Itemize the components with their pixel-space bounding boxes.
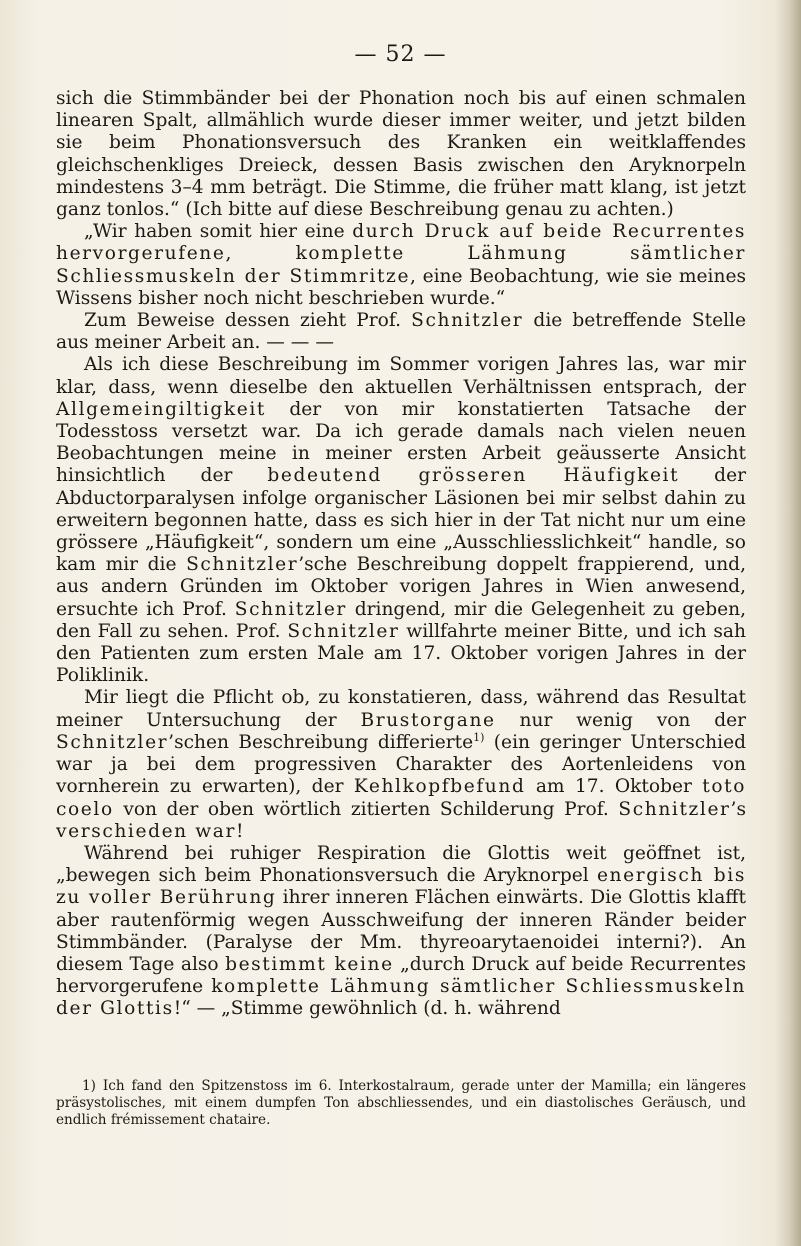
footnote-marker: 1) — [473, 730, 485, 744]
paragraph — [56, 221, 746, 310]
emphasized-text: Kehlkopfbefund — [353, 776, 526, 798]
emphasized-text: Schnitzler — [234, 598, 347, 620]
emphasized-text: Schnitzler — [411, 310, 524, 332]
emphasized-text: toto coelo — [56, 776, 746, 820]
emphasized-text: Schnitzler — [56, 731, 169, 753]
page-number-value: 52 — [385, 42, 416, 67]
emphasized-text: energisch bis zu voller Berührung — [56, 865, 746, 909]
text-segment: „Wir haben somit hier eine — [84, 221, 353, 243]
main-text — [56, 88, 746, 1021]
paragraph — [56, 310, 746, 354]
text-segment: ’s — [730, 798, 746, 820]
text-segment: der Abductorparalysen infolge organischer Läsionen bei mir selbst dahin zu erweitern begonnen hatte, dass es sich hier in der Tat nicht nur um eine grössere „Häufigkeit“, sondern um eine „Ausschliesslichkeit“ handle, so kam mir die — [56, 465, 746, 576]
text-segment: dringend, mir die Gelegenheit zu geben, den Fall zu sehen. Prof. — [56, 598, 746, 642]
text-segment: sich die Stimmbänder bei der Phonation noch bis auf einen schmalen linearen Spalt, allmählich wurde dieser immer weiter, und jetzt bilden sie beim Phonationsversuch des Kranken ein weitklaffendes gleichschenkliges Dreieck, dessen Basis zwischen den Aryknorpeln mindestens 3–4 mm beträgt. Die Stimme, die früher matt klang, ist jetzt ganz tonlos.“ (Ich bitte auf diese Beschreibung genau zu achten.) — [56, 88, 746, 221]
text-segment: Mir liegt die Pflicht ob, zu konstatieren, dass, während das Resultat meiner Untersuchung der — [56, 687, 746, 731]
text-segment: willfahrte meiner Bitte, und ich sah den Patienten zum ersten Male am 17. Oktober vorigen Jahres in der Poliklinik. — [56, 620, 746, 687]
text-segment: nur wenig von der — [495, 709, 746, 731]
text-segment: der von mir konstatierten Tatsache der Todesstoss versetzt war. Da ich gerade damals nach vielen neuen Beobachtungen meine in meiner ersten Arbeit geäusserte Ansicht hinsichtlich der — [56, 398, 746, 487]
text-segment: , eine Beobachtung, wie sie meines Wissens bisher noch nicht beschrieben wurde.“ — [56, 265, 747, 309]
page-number: — 52 — — [354, 42, 447, 67]
emphasized-text: bedeutend grösseren Häufigkeit — [267, 465, 680, 487]
paragraph — [56, 687, 746, 842]
text-segment: ihrer inneren Flächen einwärts. Die Glottis klafft aber rautenförmig wegen Ausschweifung der inneren Ränder beider Stimmbänder. (Paralyse der Mm. thyreoarytaenoidei interni?). An diesem Tage also — [56, 887, 746, 975]
emphasized-text: verschieden war! — [56, 820, 246, 842]
emphasized-text: durch Druck auf beide Recurrentes hervorgerufene, komplette Lähmung sämtlicher Schliessmuskeln der Stimmritze — [56, 221, 746, 287]
paragraph — [56, 354, 746, 687]
emphasized-text: komplette Lähmung sämtlicher Schliessmuskeln der Glottis — [56, 976, 746, 1020]
text-segment: (ein geringer Unterschied war ja bei dem progressiven Charakter des Aortenleidens von vornherein zu erwarten), der — [56, 731, 746, 798]
paragraph — [56, 88, 746, 221]
text-segment: !“ — „Stimme gewöhnlich (d. h. während — [173, 998, 561, 1020]
emphasized-text: Brustorgane — [360, 709, 496, 731]
emphasized-text: bestimmt keine — [225, 953, 394, 975]
text-segment: Während bei ruhiger Respiration die Glottis weit geöffnet ist, „bewegen sich beim Phonationsversuch die Aryknorpel — [56, 842, 746, 887]
text-segment: Als ich diese Beschreibung im Sommer vorigen Jahres las, war mir klar, dass, wenn dieselbe den aktuellen Verhältnissen entsprach, der — [56, 354, 746, 398]
emphasized-text: Schnitzler — [618, 798, 731, 820]
page-edge-shadow — [775, 0, 801, 1246]
text-segment: am 17. Oktober — [525, 776, 703, 798]
emphasized-text: Schnitzler — [287, 620, 400, 642]
footnote-text: 1) Ich fand den Spitzenstoss im 6. Interkostalraum, gerade unter der Mamilla; ein längeres präsystolisches, mit einem dumpfen Ton abschliessendes, und ein diastolisches Geräusch, und endlich frémissement chataire. — [56, 1078, 746, 1128]
text-segment: die betreffende Stelle aus meiner Arbeit an. — — — — [56, 310, 747, 354]
emphasized-text: Allgemeingiltigkeit — [56, 398, 266, 420]
text-segment: ’schen Beschreibung differierte — [168, 731, 474, 753]
text-segment: Zum Beweise dessen zieht Prof. — [84, 310, 412, 332]
footnote-paragraph — [56, 1078, 746, 1129]
footnote — [56, 1078, 746, 1129]
paragraph — [56, 843, 746, 1021]
emphasized-text: Schnitzler — [186, 554, 299, 576]
text-segment: von der oben wörtlich zitierten Schilderung Prof. — [113, 798, 619, 820]
text-segment: ’sche Beschreibung doppelt frappierend, und, aus andern Gründen im Oktober vorigen Jahres in Wien anwesend, ersuchte ich Prof. — [56, 554, 746, 620]
text-segment: „durch Druck auf beide Recurrentes hervorgerufene — [56, 953, 746, 998]
